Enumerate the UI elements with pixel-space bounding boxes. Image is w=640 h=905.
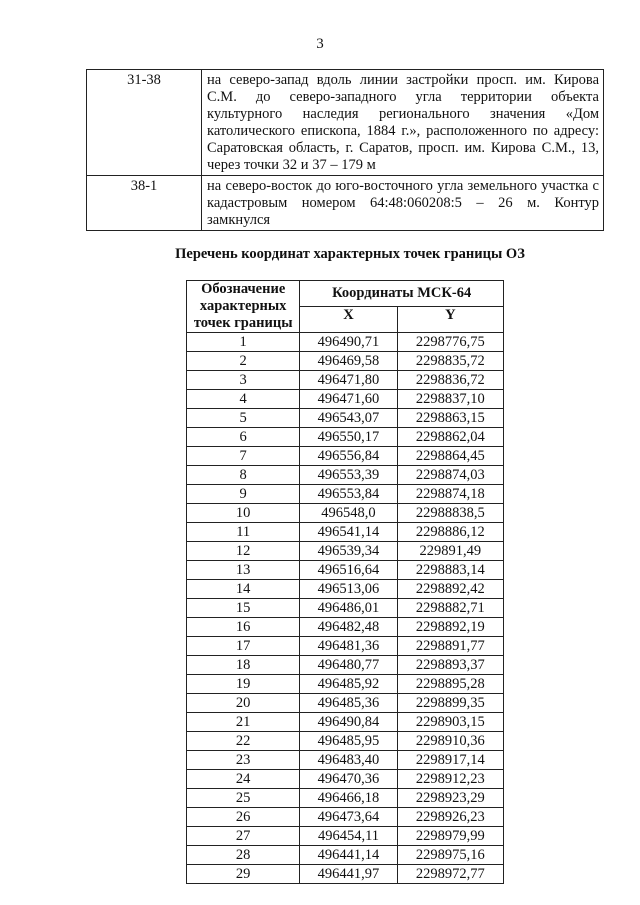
- y-coordinate: 22988838,5: [397, 504, 503, 523]
- point-label-header: Обозначение характерных точек границы: [187, 281, 300, 333]
- x-coordinate: 496486,01: [300, 599, 397, 618]
- table-row: [187, 580, 504, 599]
- y-coordinate: 2298899,35: [397, 694, 503, 713]
- y-coordinate: 2298903,15: [397, 713, 503, 732]
- y-coordinate: 2298862,04: [397, 428, 503, 447]
- table-row: [87, 70, 604, 176]
- point-number: 20: [187, 694, 300, 713]
- x-coordinate: 496516,64: [300, 561, 397, 580]
- x-coordinate: 496485,92: [300, 675, 397, 694]
- point-number: 27: [187, 827, 300, 846]
- x-coordinate: 496471,60: [300, 390, 397, 409]
- y-coordinate: 2298912,23: [397, 770, 503, 789]
- table-row: [187, 371, 504, 390]
- point-number: 21: [187, 713, 300, 732]
- point-number: 24: [187, 770, 300, 789]
- table-row: [187, 751, 504, 770]
- x-coordinate: 496490,71: [300, 333, 397, 352]
- table-row: [187, 504, 504, 523]
- point-number: 11: [187, 523, 300, 542]
- table-row: [187, 656, 504, 675]
- coordinate-system-header: Координаты МСК-64: [300, 281, 504, 307]
- point-number: 1: [187, 333, 300, 352]
- x-coordinate: 496441,97: [300, 865, 397, 884]
- table-row: [187, 333, 504, 352]
- x-coordinate: 496471,80: [300, 371, 397, 390]
- x-column-header: X: [300, 307, 397, 333]
- coordinates-table-body: [187, 333, 504, 884]
- point-number: 13: [187, 561, 300, 580]
- y-coordinate: 229891,49: [397, 542, 503, 561]
- table-row: [187, 713, 504, 732]
- y-coordinate: 2298883,14: [397, 561, 503, 580]
- table-row: [187, 789, 504, 808]
- table-row: [187, 865, 504, 884]
- y-coordinate: 2298874,18: [397, 485, 503, 504]
- y-coordinate: 2298972,77: [397, 865, 503, 884]
- point-number: 19: [187, 675, 300, 694]
- point-number: 14: [187, 580, 300, 599]
- table-row: [187, 770, 504, 789]
- table-row: [187, 637, 504, 656]
- point-number: 7: [187, 447, 300, 466]
- y-coordinate: 2298863,15: [397, 409, 503, 428]
- x-coordinate: 496490,84: [300, 713, 397, 732]
- y-coordinate: 2298891,77: [397, 637, 503, 656]
- x-coordinate: 496550,17: [300, 428, 397, 447]
- x-coordinate: 496543,07: [300, 409, 397, 428]
- x-coordinate: 496553,39: [300, 466, 397, 485]
- point-number: 12: [187, 542, 300, 561]
- point-number: 22: [187, 732, 300, 751]
- coordinates-list-title: Перечень координат характерных точек границы ОЗ: [175, 246, 525, 262]
- segment-description: на северо-запад вдоль линии застройки просп. им. Кирова С.М. до северо-западного угла территории объекта культурного наследия регионального значения «Дом католического епископа, 1884 г.», расположенного по адресу: Саратовская область, г. Саратов, просп. им. Кирова С.М., 13, через точки 32 и 37 – 179 м: [202, 70, 604, 176]
- y-coordinate: 2298979,99: [397, 827, 503, 846]
- x-coordinate: 496485,36: [300, 694, 397, 713]
- x-coordinate: 496466,18: [300, 789, 397, 808]
- x-coordinate: 496485,95: [300, 732, 397, 751]
- y-coordinate: 2298892,42: [397, 580, 503, 599]
- point-number: 5: [187, 409, 300, 428]
- table-row: [187, 352, 504, 371]
- segment-id: 38-1: [87, 176, 202, 231]
- y-coordinate: 2298926,23: [397, 808, 503, 827]
- x-coordinate: 496553,84: [300, 485, 397, 504]
- y-coordinate: 2298895,28: [397, 675, 503, 694]
- point-number: 16: [187, 618, 300, 637]
- y-coordinate: 2298910,36: [397, 732, 503, 751]
- y-coordinate: 2298975,16: [397, 846, 503, 865]
- table-row: [187, 675, 504, 694]
- point-number: 15: [187, 599, 300, 618]
- table-row: [187, 732, 504, 751]
- point-number: 2: [187, 352, 300, 371]
- x-coordinate: 496481,36: [300, 637, 397, 656]
- coordinates-table: [186, 280, 504, 884]
- point-number: 9: [187, 485, 300, 504]
- table-row: [187, 409, 504, 428]
- table-row: [187, 599, 504, 618]
- segment-description: на северо-восток до юго-восточного угла земельного участка с кадастровым номером 64:48:060208:5 – 26 м. Контур замкнулся: [202, 176, 604, 231]
- point-number: 6: [187, 428, 300, 447]
- x-coordinate: 496473,64: [300, 808, 397, 827]
- segment-id: 31-38: [87, 70, 202, 176]
- x-coordinate: 496556,84: [300, 447, 397, 466]
- table-row: [187, 485, 504, 504]
- x-coordinate: 496548,0: [300, 504, 397, 523]
- table-header-row: [187, 281, 504, 307]
- table-row: [187, 808, 504, 827]
- table-row: [187, 618, 504, 637]
- y-coordinate: 2298874,03: [397, 466, 503, 485]
- point-number: 28: [187, 846, 300, 865]
- x-coordinate: 496539,34: [300, 542, 397, 561]
- y-coordinate: 2298776,75: [397, 333, 503, 352]
- x-coordinate: 496441,14: [300, 846, 397, 865]
- y-coordinate: 2298837,10: [397, 390, 503, 409]
- table-row: [187, 846, 504, 865]
- table-row: [187, 466, 504, 485]
- table-row: [187, 542, 504, 561]
- x-coordinate: 496483,40: [300, 751, 397, 770]
- y-coordinate: 2298836,72: [397, 371, 503, 390]
- x-coordinate: 496470,36: [300, 770, 397, 789]
- point-number: 23: [187, 751, 300, 770]
- table-row: [187, 561, 504, 580]
- table-row: [187, 447, 504, 466]
- y-coordinate: 2298917,14: [397, 751, 503, 770]
- point-number: 4: [187, 390, 300, 409]
- point-number: 3: [187, 371, 300, 390]
- y-coordinate: 2298892,19: [397, 618, 503, 637]
- table-row: [187, 694, 504, 713]
- y-coordinate: 2298835,72: [397, 352, 503, 371]
- table-row: [187, 390, 504, 409]
- y-coordinate: 2298886,12: [397, 523, 503, 542]
- boundary-segments-table: [86, 69, 604, 231]
- table-row: [87, 176, 604, 231]
- x-coordinate: 496513,06: [300, 580, 397, 599]
- table-row: [187, 827, 504, 846]
- point-number: 26: [187, 808, 300, 827]
- page-number: 3: [316, 36, 324, 52]
- point-number: 18: [187, 656, 300, 675]
- x-coordinate: 496541,14: [300, 523, 397, 542]
- x-coordinate: 496480,77: [300, 656, 397, 675]
- y-coordinate: 2298864,45: [397, 447, 503, 466]
- x-coordinate: 496482,48: [300, 618, 397, 637]
- point-number: 17: [187, 637, 300, 656]
- x-coordinate: 496469,58: [300, 352, 397, 371]
- x-coordinate: 496454,11: [300, 827, 397, 846]
- table-row: [187, 523, 504, 542]
- point-number: 8: [187, 466, 300, 485]
- point-number: 29: [187, 865, 300, 884]
- y-column-header: Y: [397, 307, 503, 333]
- point-number: 25: [187, 789, 300, 808]
- point-number: 10: [187, 504, 300, 523]
- y-coordinate: 2298882,71: [397, 599, 503, 618]
- y-coordinate: 2298923,29: [397, 789, 503, 808]
- table-row: [187, 428, 504, 447]
- y-coordinate: 2298893,37: [397, 656, 503, 675]
